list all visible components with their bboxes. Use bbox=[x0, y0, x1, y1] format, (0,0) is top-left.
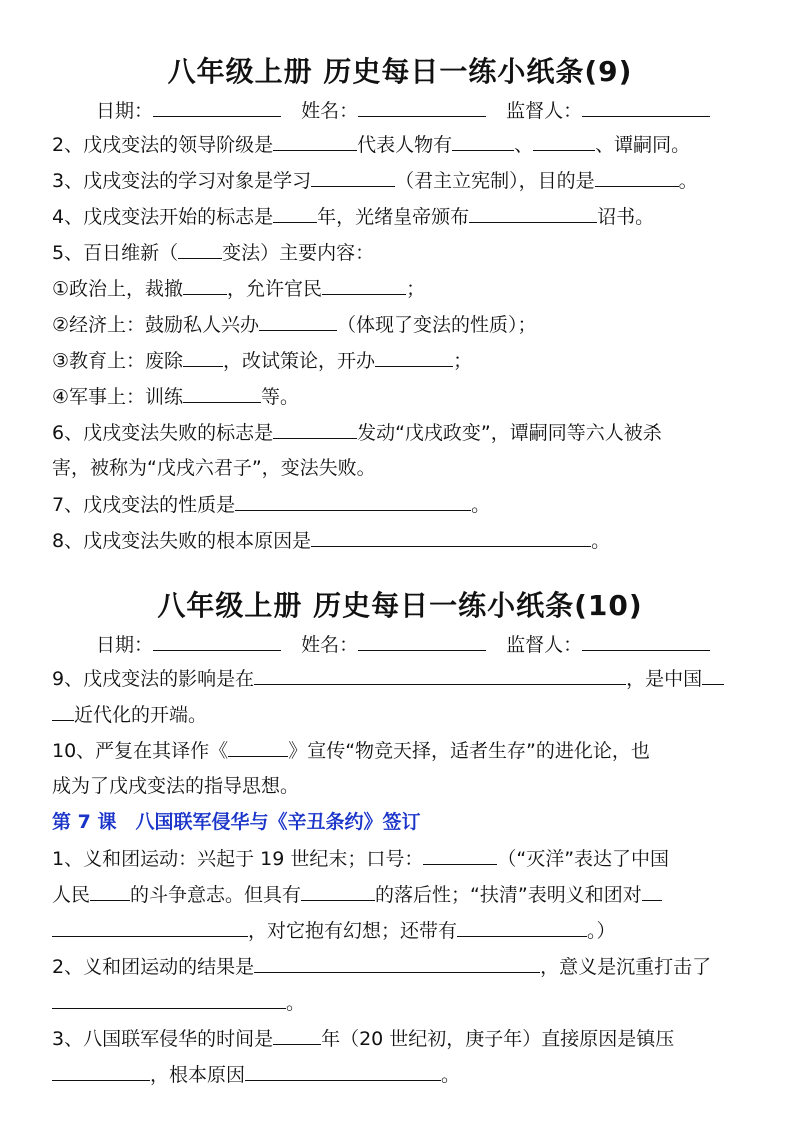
name-label: 姓名： bbox=[301, 634, 359, 656]
answer-blank[interactable] bbox=[245, 1062, 441, 1081]
lesson-heading: 第 7 课 八国联军侵华与《辛丑条约》签订 bbox=[52, 811, 421, 833]
answer-blank[interactable] bbox=[469, 204, 597, 223]
question-line: 2、义和团运动的结果是 ，意义是沉重打击了 bbox=[52, 956, 712, 978]
answer-blank[interactable] bbox=[52, 990, 286, 1009]
question-line: 3、戊戌变法的学习对象是学习 （君主立宪制），目的是 。 bbox=[52, 170, 698, 192]
answer-blank[interactable] bbox=[375, 348, 453, 367]
answer-blank[interactable] bbox=[311, 528, 591, 547]
answer-blank[interactable] bbox=[311, 168, 395, 187]
supervisor-label: 监督人： bbox=[506, 634, 583, 656]
answer-blank[interactable] bbox=[533, 132, 595, 151]
question-line: ②经济上：鼓励私人兴办 （体现了变法的性质）； bbox=[52, 314, 537, 336]
question-line: 5、百日维新（ 变法）主要内容： bbox=[52, 242, 375, 264]
question-line: 7、戊戌变法的性质是 。 bbox=[52, 494, 491, 516]
answer-blank[interactable] bbox=[259, 312, 337, 331]
answer-blank[interactable] bbox=[457, 918, 587, 937]
question-line: ，根本原因 。 bbox=[52, 1062, 460, 1087]
answer-blank[interactable] bbox=[273, 204, 317, 223]
answer-blank[interactable] bbox=[301, 882, 375, 901]
answer-blank[interactable] bbox=[235, 492, 471, 511]
question-line: 成为了戊戌变法的指导思想。 bbox=[52, 775, 300, 797]
question-line: 3、八国联军侵华的时间是 年（20 世纪初，庚子年）直接原因是镇压 bbox=[52, 1028, 675, 1050]
question-line: 近代化的开端。 bbox=[52, 702, 207, 727]
supervisor-blank[interactable] bbox=[582, 98, 710, 117]
supervisor-blank[interactable] bbox=[582, 632, 710, 651]
answer-blank[interactable] bbox=[273, 420, 357, 439]
question-line: 10、严复在其译作《 》宣传“物竞天择，适者生存”的进化论，也 bbox=[52, 740, 650, 762]
date-blank[interactable] bbox=[153, 632, 281, 651]
answer-blank[interactable] bbox=[183, 384, 261, 403]
answer-blank[interactable] bbox=[642, 882, 662, 901]
supervisor-label: 监督人： bbox=[506, 100, 583, 122]
sheet-10-title: 八年级上册 历史每日一练小纸条(10) bbox=[157, 589, 643, 622]
answer-blank[interactable] bbox=[452, 132, 514, 151]
answer-blank[interactable] bbox=[228, 738, 288, 757]
question-line: 6、戊戌变法失败的标志是 发动“戊戌政变”，谭嗣同等六人被杀 bbox=[52, 422, 662, 444]
name-blank[interactable] bbox=[358, 632, 486, 651]
answer-blank[interactable] bbox=[52, 1062, 150, 1081]
answer-blank[interactable] bbox=[254, 666, 626, 685]
answer-blank[interactable] bbox=[595, 168, 679, 187]
sheet-9-title: 八年级上册 历史每日一练小纸条(9) bbox=[167, 55, 633, 88]
name-label: 姓名： bbox=[301, 100, 359, 122]
answer-blank[interactable] bbox=[273, 132, 357, 151]
date-label: 日期： bbox=[96, 634, 154, 656]
answer-blank[interactable] bbox=[702, 666, 724, 685]
question-line: 害，被称为“戊戌六君子”，变法失败。 bbox=[52, 457, 376, 479]
answer-blank[interactable] bbox=[90, 882, 130, 901]
name-blank[interactable] bbox=[358, 98, 486, 117]
question-line: 8、戊戌变法失败的根本原因是 。 bbox=[52, 530, 611, 552]
question-line: ①政治上，裁撤 ，允许官民 ； bbox=[52, 278, 426, 300]
question-line: ④军事上：训练 等。 bbox=[52, 386, 300, 408]
answer-blank[interactable] bbox=[178, 240, 222, 259]
sheet-10-meta-row bbox=[96, 630, 710, 657]
answer-blank[interactable] bbox=[52, 918, 248, 937]
question-line: 1、义和团运动：兴起于 19 世纪末；口号： （“灭洋”表达了中国 bbox=[52, 848, 670, 870]
answer-blank[interactable] bbox=[322, 276, 406, 295]
answer-blank[interactable] bbox=[52, 702, 74, 721]
date-blank[interactable] bbox=[153, 98, 281, 117]
question-line: 。 bbox=[52, 990, 305, 1015]
question-line: 人民 的斗争意志。但具有 的落后性；“扶清”表明义和团对 bbox=[52, 882, 662, 907]
date-label: 日期： bbox=[96, 100, 154, 122]
answer-blank[interactable] bbox=[254, 954, 540, 973]
question-line: ③教育上：废除 ，改试策论，开办 ； bbox=[52, 350, 473, 372]
answer-blank[interactable] bbox=[183, 348, 223, 367]
answer-blank[interactable] bbox=[423, 846, 497, 865]
sheet-9-meta-row bbox=[96, 96, 710, 123]
question-line: ，对它抱有幻想；还带有 。） bbox=[52, 918, 616, 943]
question-line: 9、戊戌变法的影响是在 ，是中国 bbox=[52, 666, 724, 691]
answer-blank[interactable] bbox=[273, 1026, 321, 1045]
question-line: 2、戊戌变法的领导阶级是 代表人物有 、 、谭嗣同。 bbox=[52, 134, 691, 156]
question-line: 4、戊戌变法开始的标志是年，光绪皇帝颁布 诏书。 bbox=[52, 206, 655, 228]
answer-blank[interactable] bbox=[183, 276, 227, 295]
